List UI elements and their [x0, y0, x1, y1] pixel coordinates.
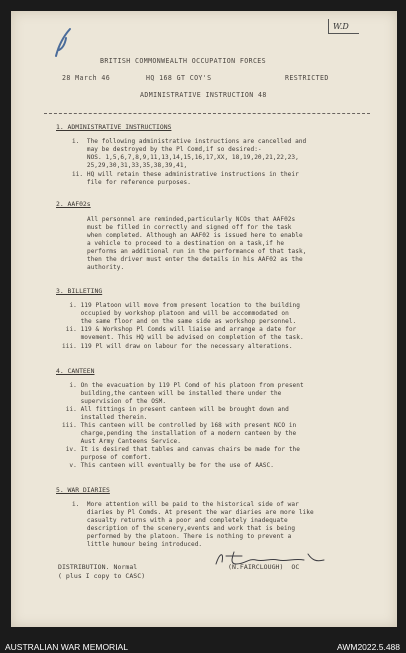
section-line: charge,pending the installation of a modern canteen by the: [62, 430, 297, 437]
section-heading: 1. ADMINISTRATIVE INSTRUCTIONS: [56, 123, 172, 131]
section-line: ii. All fittings in present canteen will be brought down and: [62, 406, 289, 413]
date: 28 March 46: [62, 74, 111, 82]
section-line: v. This canteen will eventually be for the use of AASC.: [62, 462, 274, 469]
section-heading: 2. AAF02s: [56, 200, 91, 208]
section-line: purpose of comfort.: [62, 454, 152, 461]
section-line: ii. HQ will retain these administrative instructions in their: [72, 171, 299, 178]
section-line: iii. 119 Pl will draw on labour for the necessary alterations.: [62, 343, 293, 350]
section-line: the same floor and on the same side as workshop personnel.: [62, 318, 297, 325]
section-line: little humour being introduced.: [72, 541, 203, 548]
section-line: movement. This HQ will be advised on completion of the task.: [62, 334, 304, 341]
section-line: All personnel are reminded,particularly NCOs that AAF02s: [87, 216, 296, 223]
section-line: casualty returns with a poor and completely inadequate: [72, 517, 288, 524]
section-line: supervision of the OSM.: [62, 398, 167, 405]
org-line: BRITISH COMMONWEALTH OCCUPATION FORCES: [100, 57, 267, 65]
section-line: occupied by workshop platoon and will be accommodated on: [62, 310, 289, 317]
section-line: iii. This canteen will be controlled by 168 with present NCO in: [62, 422, 297, 429]
distribution-line: ( plus I copy to CASC): [58, 572, 146, 580]
pen-mark: [50, 26, 76, 60]
footer-accession: AWM2022.5.488: [337, 642, 400, 652]
section-line: performed by the platoon. There is nothing to prevent a: [72, 533, 292, 540]
section-line: i. More attention will be paid to the historical side of war: [72, 501, 299, 508]
section-line: diaries by Pl Comds. At present the war diaries are more like: [72, 509, 314, 516]
classification: RESTRICTED: [285, 74, 329, 82]
section-line: description of the scenery,events and work that is being: [72, 525, 296, 532]
distribution-line: DISTRIBUTION. Normal: [58, 563, 138, 571]
section-line: i. 119 Platoon will move from present location to the building: [62, 302, 300, 309]
section-line: a vehicle to proceed to a destination on a task,if he: [87, 240, 285, 247]
section-line: installed therein.: [62, 414, 148, 421]
section-line: building,the canteen will be installed there under the: [62, 390, 282, 397]
section-heading: 4. CANTEEN: [56, 367, 95, 375]
document-title: ADMINISTRATIVE INSTRUCTION 48: [140, 91, 267, 99]
section-line: may be destroyed by the Pl Comd,if so desired:-: [72, 146, 262, 153]
hq-line: HQ 168 GT COY'S: [146, 74, 212, 82]
section-heading: 5. WAR DIARIES: [56, 486, 110, 494]
section-line: 25,29,30,31,33,35,38,39,41,: [72, 162, 188, 169]
footer-source: AUSTRALIAN WAR MEMORIAL: [5, 642, 128, 652]
section-line: i. On the evacuation by 119 Pl Comd of his platoon from present: [62, 382, 304, 389]
section-line: ii. 119 & Workshop Pl Comds will liaise and arrange a date for: [62, 326, 297, 333]
section-line: then the driver must enter the details in his AAF02 as the: [87, 256, 303, 263]
section-line: performs an additional run in the performance of that task,: [87, 248, 307, 255]
divider: [44, 113, 370, 114]
signatory: (N.FAIRCLOUGH) OC: [228, 563, 300, 571]
section-line: Aust Army Canteens Service.: [62, 438, 181, 445]
corner-mark: W.D: [333, 22, 349, 31]
section-line: must be filled in correctly and signed off for the task: [87, 224, 292, 231]
section-line: NOS. 1,5,6,7,8,9,11,13,14,15,16,17,XX, 18,19,20,21,22,23,: [72, 154, 299, 161]
section-heading: 3. BILLETING: [56, 287, 103, 295]
section-line: file for reference purposes.: [72, 179, 191, 186]
section-line: i. The following administrative instructions are cancelled and: [72, 138, 307, 145]
section-line: authority.: [87, 264, 125, 271]
corner-mark-box: [328, 19, 359, 34]
section-line: iv. It is desired that tables and canvas chairs be made for the: [62, 446, 300, 453]
section-line: when completed. Although an AAF02 is issued here to enable: [87, 232, 303, 239]
